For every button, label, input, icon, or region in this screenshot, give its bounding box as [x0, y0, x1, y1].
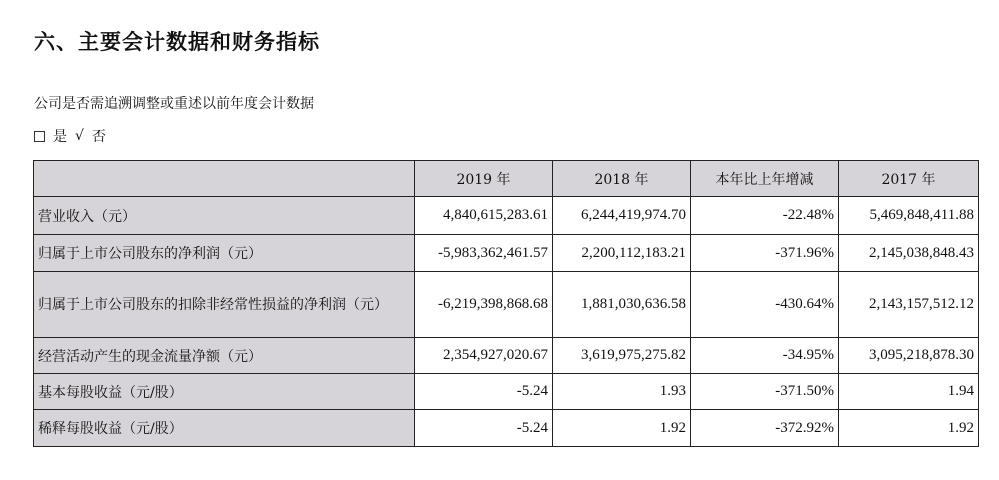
cell-2019: -5.24	[415, 374, 553, 410]
cell-2018: 6,244,419,974.70	[553, 197, 691, 235]
checkmark-icon: √	[75, 128, 84, 144]
table-header-row	[34, 161, 979, 197]
cell-change: -371.96%	[691, 235, 839, 272]
table-row	[34, 272, 979, 338]
cell-change: -372.92%	[691, 410, 839, 447]
cell-2019: 4,840,615,283.61	[415, 197, 553, 235]
row-label: 经营活动产生的现金流量净额（元）	[34, 338, 415, 374]
header-change: 本年比上年增减	[691, 161, 839, 197]
cell-change: -371.50%	[691, 374, 839, 410]
row-label: 归属于上市公司股东的扣除非经常性损益的净利润（元）	[34, 272, 415, 338]
cell-2019: -5.24	[415, 410, 553, 447]
cell-2019: -6,219,398,868.68	[415, 272, 553, 338]
header-blank-cell	[34, 161, 415, 197]
table-row	[34, 374, 979, 410]
cell-2018: 1,881,030,636.58	[553, 272, 691, 338]
restatement-options	[34, 126, 106, 146]
cell-2018: 2,200,112,183.21	[553, 235, 691, 272]
table-row	[34, 197, 979, 235]
table-row	[34, 235, 979, 272]
section-heading: 六、主要会计数据和财务指标	[34, 30, 320, 54]
option-yes-label: 是	[53, 129, 67, 145]
option-no-label: 否	[91, 129, 106, 145]
cell-2017: 2,143,157,512.12	[839, 272, 979, 338]
checkbox-icon	[34, 131, 45, 142]
restatement-question: 公司是否需追溯调整或重述以前年度会计数据	[34, 96, 314, 112]
header-2019: 2019 年	[415, 161, 553, 197]
cell-2017: 1.92	[839, 410, 979, 447]
row-label: 归属于上市公司股东的净利润（元）	[34, 235, 415, 272]
financial-indicators-table	[33, 160, 979, 447]
header-2018: 2018 年	[553, 161, 691, 197]
row-label: 稀释每股收益（元/股）	[34, 410, 415, 447]
cell-change: -22.48%	[691, 197, 839, 235]
header-2017: 2017 年	[839, 161, 979, 197]
cell-2018: 3,619,975,275.82	[553, 338, 691, 374]
cell-2017: 1.94	[839, 374, 979, 410]
cell-2018: 1.92	[553, 410, 691, 447]
cell-2017: 3,095,218,878.30	[839, 338, 979, 374]
table-row	[34, 338, 979, 374]
row-label: 基本每股收益（元/股）	[34, 374, 415, 410]
cell-2017: 2,145,038,848.43	[839, 235, 979, 272]
cell-2017: 5,469,848,411.88	[839, 197, 979, 235]
table-row	[34, 410, 979, 447]
cell-2019: 2,354,927,020.67	[415, 338, 553, 374]
cell-change: -34.95%	[691, 338, 839, 374]
cell-change: -430.64%	[691, 272, 839, 338]
cell-2018: 1.93	[553, 374, 691, 410]
row-label: 营业收入（元）	[34, 197, 415, 235]
cell-2019: -5,983,362,461.57	[415, 235, 553, 272]
